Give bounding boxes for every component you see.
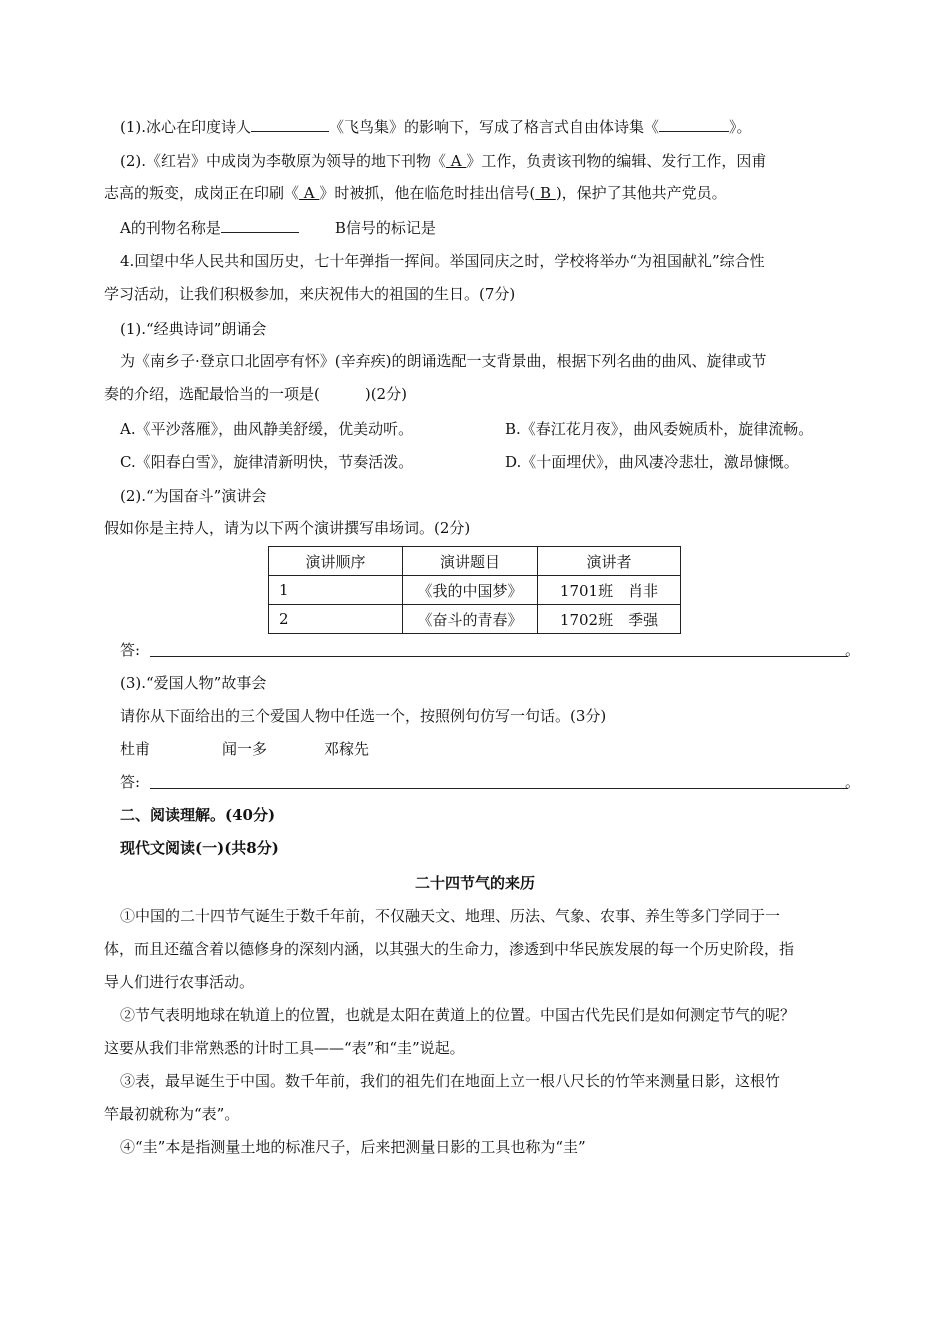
q4-intro-line2: 学习活动，让我们积极参加，来庆祝伟大的祖国的生日。(7分) — [104, 285, 516, 303]
answer-rule — [150, 788, 848, 789]
person-du-fu: 杜甫 — [120, 740, 151, 758]
q3-item1-text-c: 》。 — [729, 118, 752, 136]
options-row1 — [120, 419, 865, 439]
answer-line-2[interactable] — [120, 772, 860, 792]
q3-item2-text-a: (2).《红岩》中成岗为李敬原为领导的地下刊物《 — [120, 152, 447, 170]
options-row2 — [120, 452, 865, 472]
table-row — [269, 576, 681, 605]
person-wen-yiduo: 闻一多 — [222, 740, 268, 758]
answer-line-1[interactable] — [120, 640, 860, 660]
q4-sub1-question-line2: 奏的介绍，选配最恰当的一项是( )(2分) — [104, 385, 407, 403]
poet-blank[interactable] — [251, 117, 329, 132]
table-cell: 《我的中国梦》 — [403, 576, 538, 605]
subsection-title: 现代文阅读(一)(共8分) — [120, 839, 279, 857]
answer-end: 。 — [844, 641, 860, 659]
q4-sub3-title: (3).“爱国人物”故事会 — [120, 674, 267, 692]
table-row — [269, 605, 681, 634]
q4-sub1-title: (1).“经典诗词”朗诵会 — [120, 320, 267, 338]
paragraph-1-line1: ①中国的二十四节气诞生于数千年前，不仅融天文、地理、历法、气象、农事、养生等多门学同于一 — [120, 907, 781, 925]
answer-label: 答: — [120, 641, 141, 659]
table-header: 演讲顺序 — [269, 547, 403, 576]
table-cell: 《奋斗的青春》 — [403, 605, 538, 634]
option-d[interactable]: D.《十面埋伏》，曲风凄冷悲壮，激昂慷慨。 — [505, 453, 799, 471]
q4-sub2-question: 假如你是主持人，请为以下两个演讲撰写串场词。(2分) — [104, 519, 471, 537]
paragraph-1-line3: 导人们进行农事活动。 — [104, 973, 255, 991]
q3-item2-text-d: 》时被抓，他在临危时挂出信号( — [319, 184, 536, 202]
q3-item1 — [120, 117, 865, 137]
table-header: 演讲者 — [538, 547, 681, 576]
speech-table — [268, 546, 681, 634]
option-c[interactable]: C.《阳春白雪》，旋律清新明快，节奏活泼。 — [120, 453, 414, 471]
paragraph-2-line2: 这要从我们非常熟悉的计时工具——“表”和“圭”说起。 — [104, 1039, 465, 1057]
signal-mark-label: B信号的标记是 — [334, 219, 436, 237]
table-cell: 1702班 季强 — [538, 605, 681, 634]
q3-item2-line2 — [104, 183, 849, 203]
paragraph-3-line2: 竿最初就称为“表”。 — [104, 1105, 240, 1123]
paragraph-2-line1: ②节气表明地球在轨道上的位置，也就是太阳在黄道上的位置。中国古代先民们是如何测定节气的呢？ — [120, 1006, 796, 1024]
q4-sub3-question: 请你从下面给出的三个爱国人物中任选一个，按照例句仿写一句话。(3分) — [120, 707, 607, 725]
mark-a-1: A — [446, 152, 467, 170]
q3-item1-text-b: 《飞鸟集》的影响下，写成了格言式自由体诗集《 — [329, 118, 660, 136]
paragraph-4-line1: ④“圭”本是指测量土地的标准尺子，后来把测量日影的工具也称为“圭” — [120, 1138, 586, 1156]
option-a[interactable]: A.《平沙落雁》，曲风静美舒缓，优美动听。 — [120, 420, 414, 438]
table-header: 演讲题目 — [403, 547, 538, 576]
magazine-name-blank[interactable] — [221, 218, 299, 233]
collection-blank[interactable] — [659, 117, 729, 132]
q3-item2-text-b: 》工作，负责该刊物的编辑、发行工作，因甫 — [466, 152, 767, 170]
answer-label: 答: — [120, 773, 141, 791]
q3-item3 — [120, 218, 865, 238]
q3-item2-line1 — [120, 151, 865, 171]
q4-intro-line1: 4.回望中华人民共和国历史，七十年弹指一挥间。举国同庆之时，学校将举办“为祖国献礼”综合性 — [120, 252, 765, 270]
table-cell: 2 — [269, 605, 403, 634]
table-cell: 1 — [269, 576, 403, 605]
answer-end: 。 — [844, 773, 860, 791]
people-list — [120, 739, 865, 759]
person-deng-jiaxian: 邓稼先 — [324, 740, 370, 758]
table-header-row — [269, 547, 681, 576]
magazine-name-label: A的刊物名称是 — [120, 219, 221, 237]
section-title: 二、阅读理解。(40分) — [120, 806, 276, 824]
paragraph-3-line1: ③表，最早诞生于中国。数千年前，我们的祖先们在地面上立一根八尺长的竹竿来测量日影，这根竹 — [120, 1072, 781, 1090]
option-b[interactable]: B.《春江花月夜》，曲风委婉质朴，旋律流畅。 — [505, 420, 814, 438]
paragraph-1-line2: 体，而且还蕴含着以德修身的深刻内涵，以其强大的生命力，渗透到中华民族发展的每一个历史阶段，指 — [104, 940, 795, 958]
q3-item2-text-c: 志高的叛变，成岗正在印刷《 — [104, 184, 300, 202]
q3-item1-text-a: (1).冰心在印度诗人 — [120, 118, 252, 136]
q3-item2-text-e: )，保护了其他共产党员。 — [555, 184, 727, 202]
table-cell: 1701班 肖非 — [538, 576, 681, 605]
q4-sub1-question-line1: 为《南乡子·登京口北固亭有怀》(辛弃疾)的朗诵选配一支背景曲，根据下列名曲的曲风、旋律或节 — [120, 352, 767, 370]
answer-rule — [150, 656, 848, 657]
q4-sub2-title: (2).“为国奋斗”演讲会 — [120, 487, 267, 505]
mark-a-2: A — [299, 184, 320, 202]
mark-b: B — [535, 184, 556, 202]
article-title: 二十四节气的来历 — [414, 874, 535, 892]
